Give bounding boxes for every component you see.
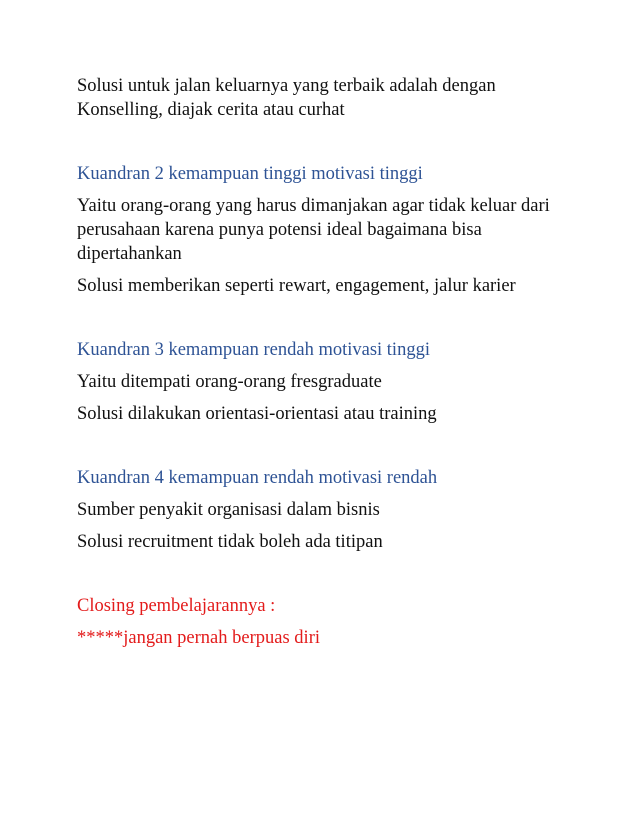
paragraph-spacer [77,306,557,338]
quadrant-2-description: Yaitu orang-orang yang harus dimanjakan agar tidak keluar dari perusahaan karena punya potensi ideal bagaimana bisa dipertahankan [77,196,550,264]
quadrant-4-heading: Kuandran 4 kemampuan rendah motivasi rendah [77,468,438,488]
document-content [77,74,557,658]
paragraph-spacer [77,562,557,594]
closing-note: *****jangan pernah berpuas diri [77,628,320,648]
intro-paragraph: Solusi untuk jalan keluarnya yang terbaik adalah dengan Konselling, diajak cerita atau curhat [77,76,496,120]
closing-heading: Closing pembelajarannya : [77,596,276,616]
quadrant-4-solution: Solusi recruitment tidak boleh ada titipan [77,532,383,552]
paragraph-spacer [77,434,557,466]
quadrant-3-solution: Solusi dilakukan orientasi-orientasi atau training [77,404,437,424]
quadrant-4-description: Sumber penyakit organisasi dalam bisnis [77,500,380,520]
quadrant-2-heading: Kuandran 2 kemampuan tinggi motivasi tinggi [77,164,423,184]
quadrant-3-heading: Kuandran 3 kemampuan rendah motivasi tinggi [77,340,430,360]
quadrant-2-solution: Solusi memberikan seperti rewart, engagement, jalur karier [77,276,516,296]
paragraph-spacer [77,130,557,162]
quadrant-3-description: Yaitu ditempati orang-orang fresgraduate [77,372,382,392]
